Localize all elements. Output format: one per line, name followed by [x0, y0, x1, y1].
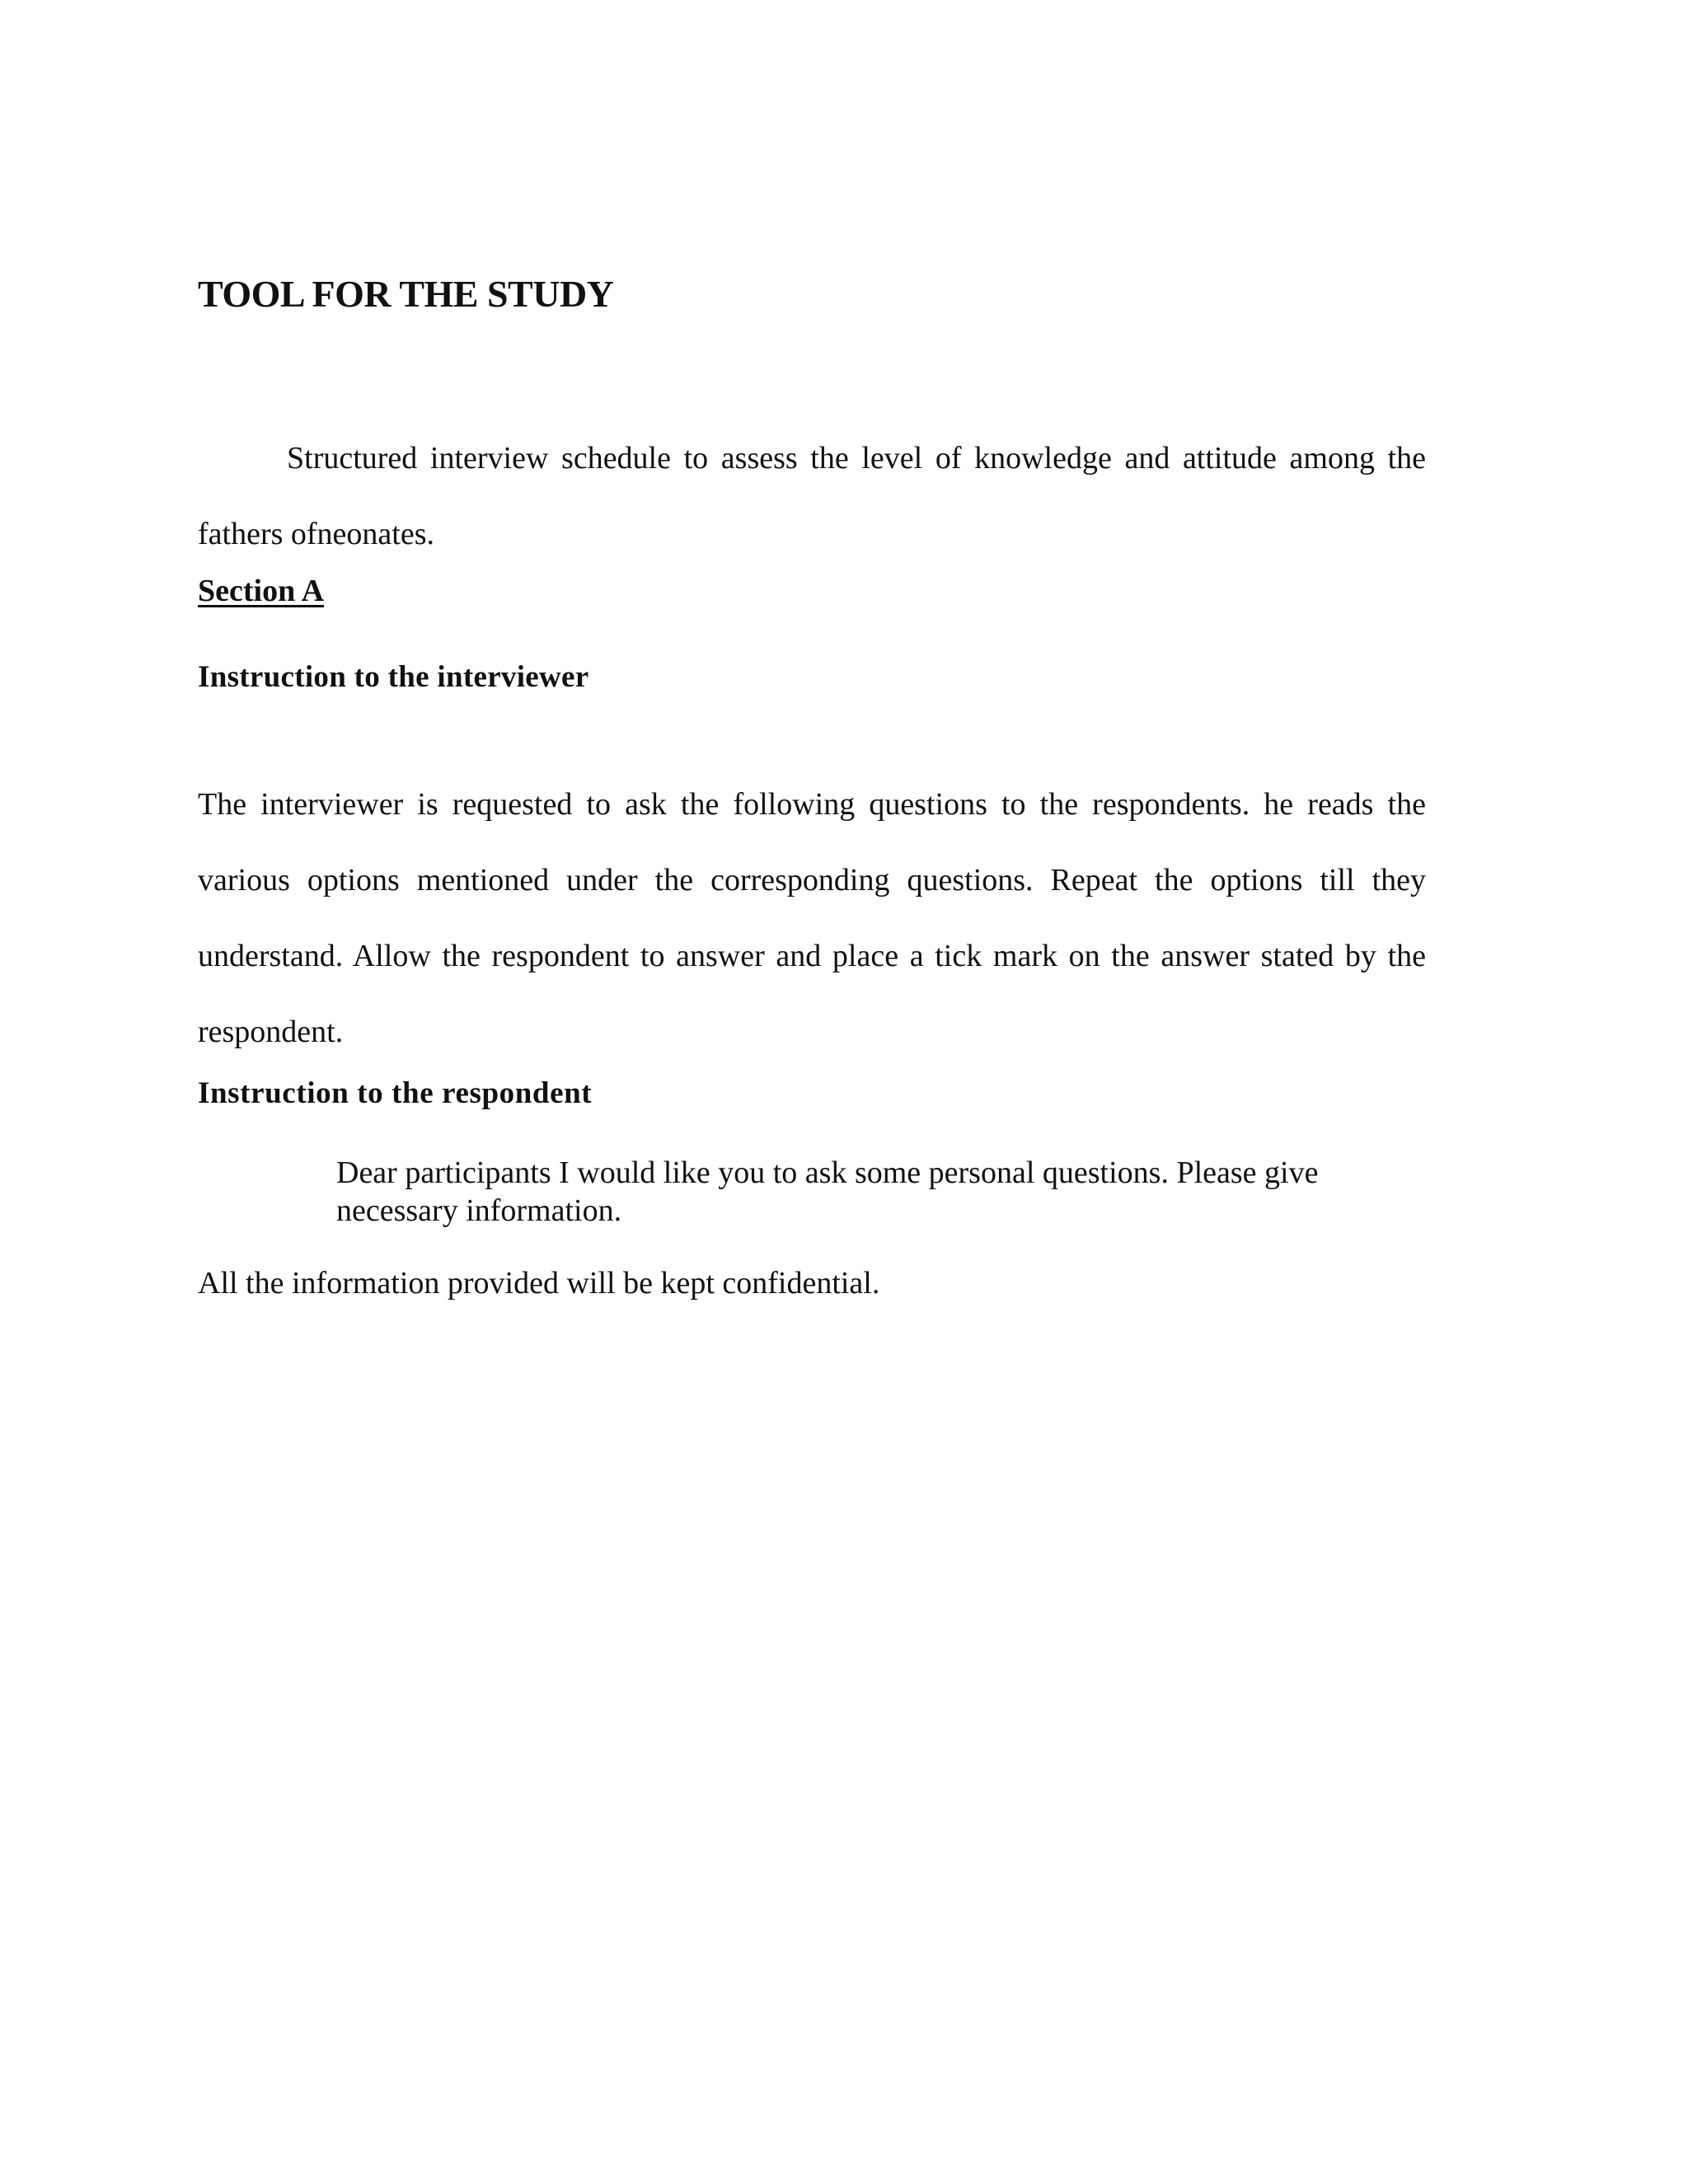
document-title: TOOL FOR THE STUDY	[198, 273, 614, 315]
confidentiality-note: All the information provided will be kept confidential.	[198, 1266, 880, 1301]
interviewer-instruction-heading: Instruction to the interviewer	[198, 660, 589, 694]
intro-paragraph: Structured interview schedule to assess the level of knowledge and attitude among the fathers ofneonates.	[198, 441, 1426, 551]
respondent-instruction-text: Dear participants I would like you to ask some personal questions. Please give necessary information.	[336, 1155, 1319, 1228]
section-heading: Section A	[198, 574, 325, 608]
respondent-instruction-heading: Instruction to the respondent	[198, 1076, 593, 1110]
interviewer-instruction-text: The interviewer is requested to ask the following questions to the respondents. he reads the various options mentioned under the corresponding questions. Repeat the options till they understand. Allow the respondent to answer and place a tick mark on the answer stated by the respondent.	[198, 787, 1426, 1049]
